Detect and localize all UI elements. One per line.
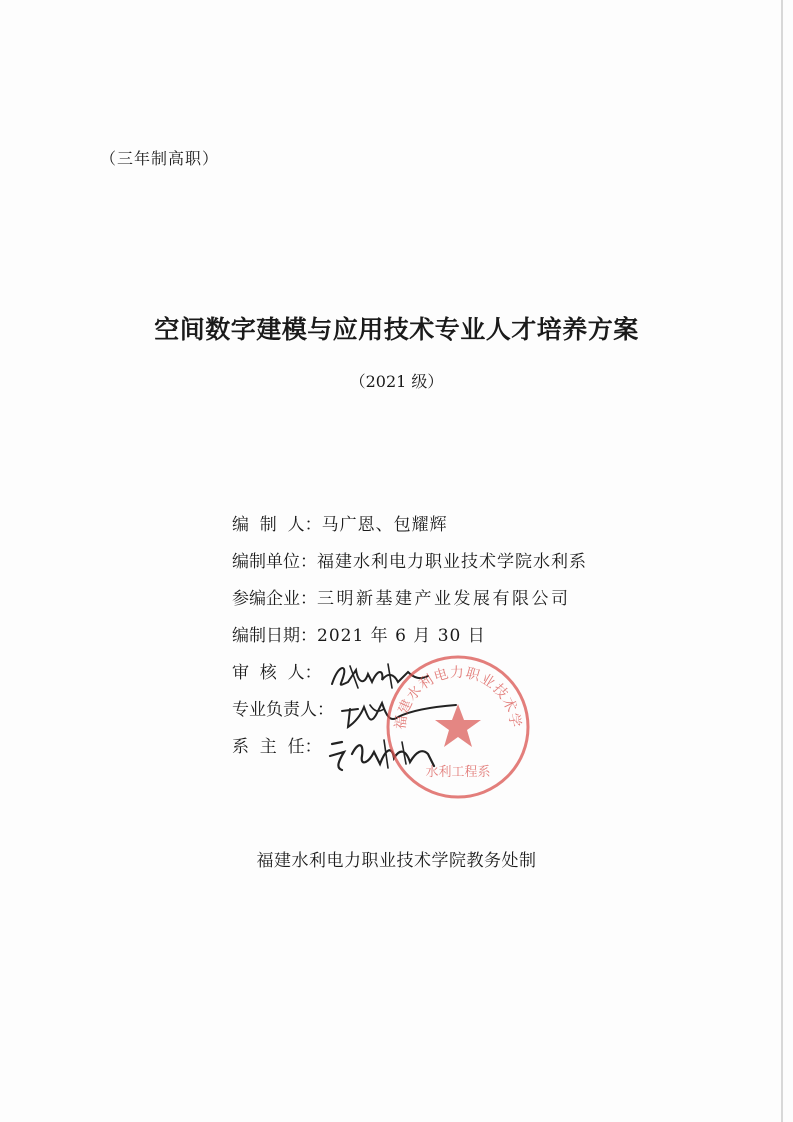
partner-label: 参编企业：: [232, 589, 317, 609]
compiler-label: 编 制 人：: [232, 515, 322, 535]
scan-edge-line: [781, 0, 783, 1122]
date-value: 2021 年 6 月 30 日: [317, 626, 486, 646]
info-row-unit: [232, 549, 587, 586]
seal-text-bottom: 水利工程系: [425, 765, 491, 780]
document-title: 空间数字建模与应用技术专业人才培养方案: [154, 315, 639, 344]
major-lead-label: 专业负责人：: [232, 700, 334, 720]
seal-text-top: 福建水利电力职业技术学: [392, 664, 524, 731]
reviewer-label: 审 核 人：: [232, 663, 322, 683]
date-label: 编制日期：: [232, 626, 317, 646]
info-row-partner: [232, 586, 587, 623]
issuer-footer: 福建水利电力职业技术学院教务处制: [256, 851, 537, 871]
compiler-value: 马广恩、包耀辉: [321, 515, 448, 535]
unit-label: 编制单位：: [232, 552, 317, 572]
info-row-compiler: [232, 512, 587, 549]
partner-value: 三明新基建产业发展有限公司: [317, 589, 571, 609]
program-type: （三年制高职）: [100, 149, 220, 168]
unit-value: 福建水利电力职业技术学院水利系: [317, 552, 587, 572]
grade-label: （2021 级）: [349, 372, 444, 391]
dept-head-label: 系 主 任：: [232, 737, 322, 757]
official-seal: [383, 652, 533, 802]
